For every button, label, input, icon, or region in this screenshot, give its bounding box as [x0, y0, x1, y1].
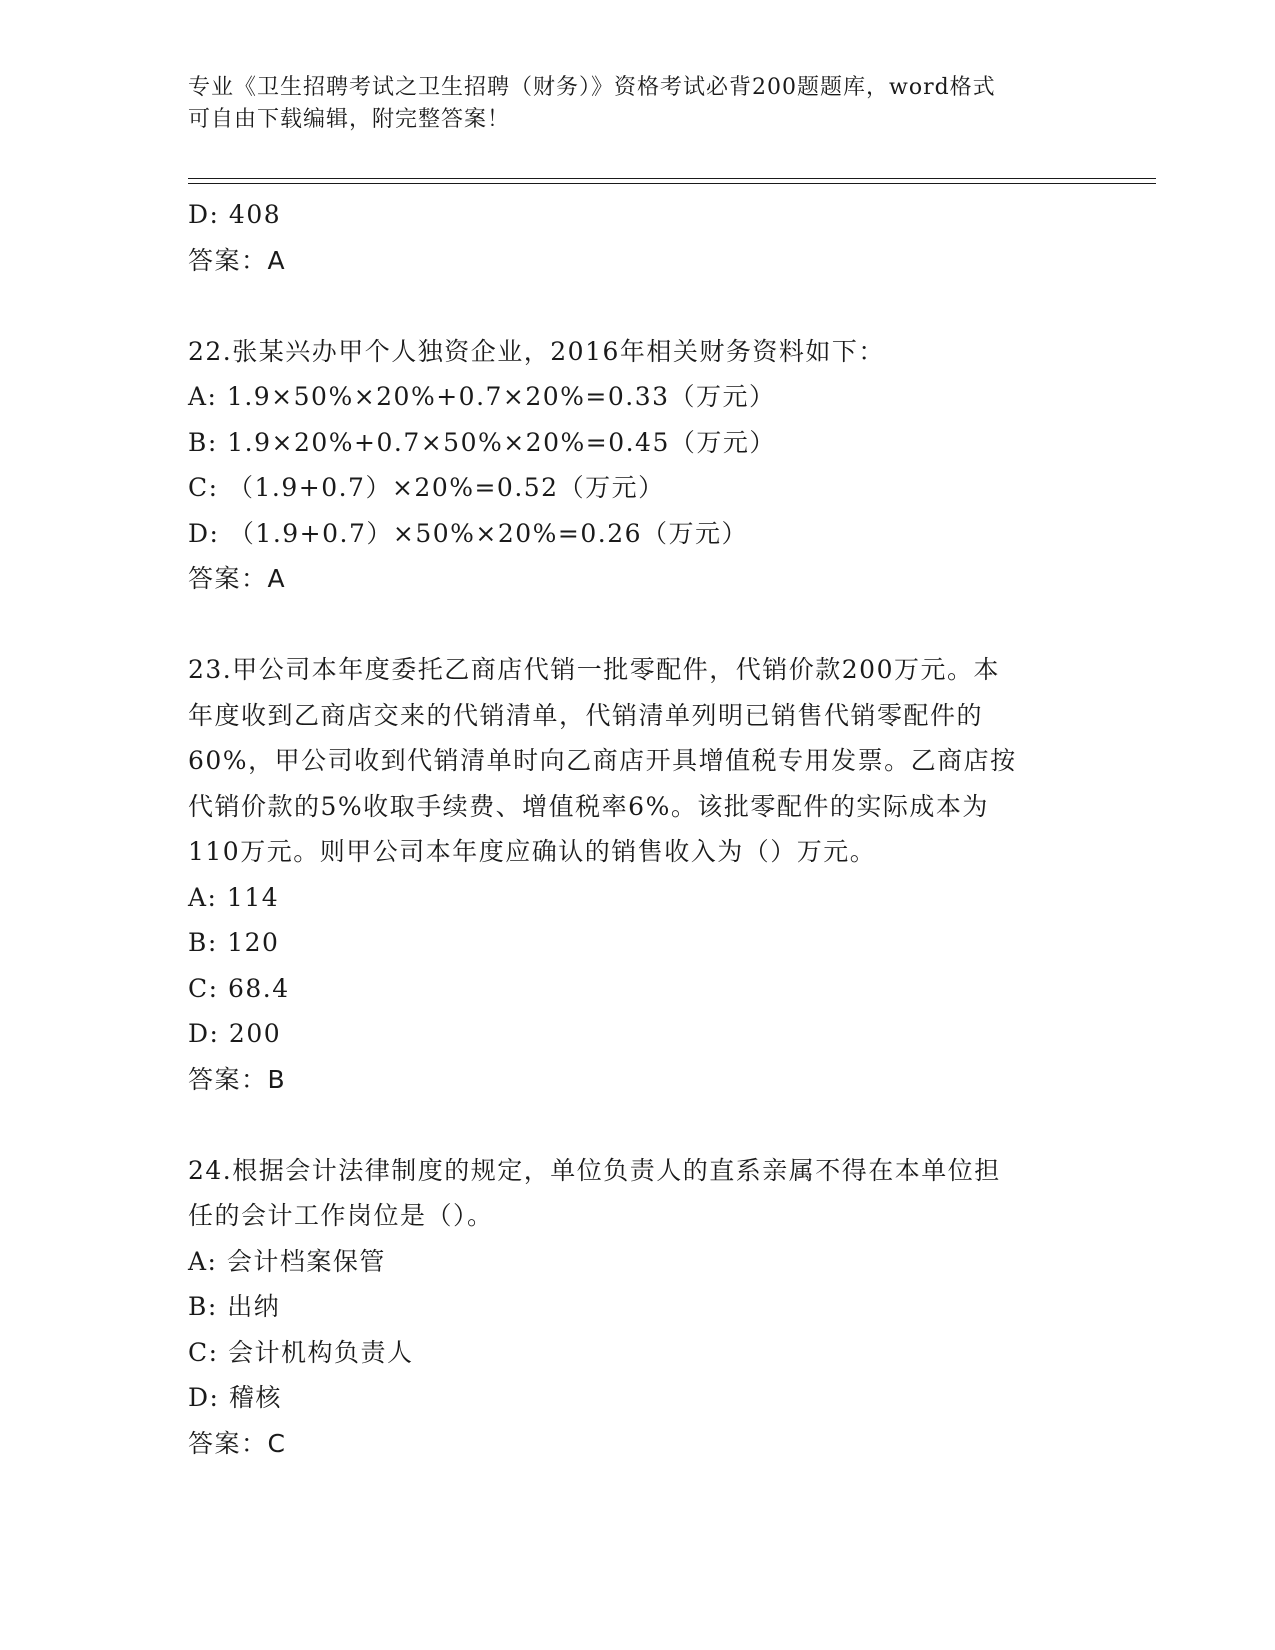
header-divider-bottom: [188, 183, 1156, 184]
question-22-option-d: D: （1.9+0.7）×50%×20%=0.26（万元）: [188, 518, 749, 548]
question-22-option-c: C: （1.9+0.7）×20%=0.52（万元）: [188, 473, 665, 502]
spacer: [188, 283, 1088, 329]
question-24-option-d: D: 稽核: [188, 1383, 282, 1412]
question-23-stem-line: 110万元。则甲公司本年度应确认的销售收入为（）万元。: [188, 837, 877, 866]
question-24: [188, 1148, 1088, 1467]
question-22-option-a: A: 1.9×50%×20%+0.7×20%=0.33（万元）: [188, 382, 776, 411]
prev-option-d: D: 408: [188, 200, 282, 229]
question-23-stem-line: 60%，甲公司收到代销清单时向乙商店开具增值税专用发票。乙商店按: [188, 746, 1017, 775]
question-24-stem-line: 任的会计工作岗位是（）。: [188, 1201, 494, 1230]
page-header: [188, 72, 1068, 136]
question-23-stem-line: 23.甲公司本年度委托乙商店代销一批零配件，代销价款200万元。本: [188, 655, 1000, 684]
question-23-option-b: B: 120: [188, 928, 280, 957]
question-23-stem-line: 年度收到乙商店交来的代销清单，代销清单列明已销售代销零配件的: [188, 700, 984, 730]
question-23: [188, 647, 1088, 1102]
question-23-stem-line: 代销价款的5%收取手续费、增值税率6%。该批零配件的实际成本为: [188, 791, 989, 821]
question-23-option-d: D: 200: [188, 1019, 282, 1048]
spacer: [188, 602, 1088, 648]
question-22-option-b: B: 1.9×20%+0.7×50%×20%=0.45（万元）: [188, 427, 776, 457]
question-24-option-a: A: 会计档案保管: [188, 1246, 386, 1276]
question-content: [188, 192, 1088, 1466]
question-24-stem-line: 24.根据会计法律制度的规定，单位负责人的直系亲属不得在本单位担: [188, 1155, 1001, 1185]
header-divider-top: [188, 178, 1156, 179]
question-22-stem: 22.张某兴办甲个人独资企业，2016年相关财务资料如下：: [188, 336, 885, 366]
prev-answer: 答案：A: [188, 245, 287, 275]
spacer: [188, 1102, 1088, 1148]
question-22-answer: 答案：A: [188, 564, 287, 593]
question-22: [188, 329, 1088, 602]
question-23-option-c: C: 68.4: [188, 973, 290, 1003]
header-title-line-1: 专业《卫生招聘考试之卫生招聘（财务）》资格考试必背200题题库，word格式: [188, 75, 996, 100]
question-23-answer: 答案：B: [188, 1064, 287, 1094]
question-24-answer: 答案：C: [188, 1428, 287, 1458]
question-24-option-c: C: 会计机构负责人: [188, 1337, 414, 1367]
header-title-line-2: 可自由下载编辑，附完整答案！: [188, 107, 511, 132]
question-24-option-b: B: 出纳: [188, 1292, 281, 1321]
question-23-option-a: A: 114: [188, 882, 280, 912]
